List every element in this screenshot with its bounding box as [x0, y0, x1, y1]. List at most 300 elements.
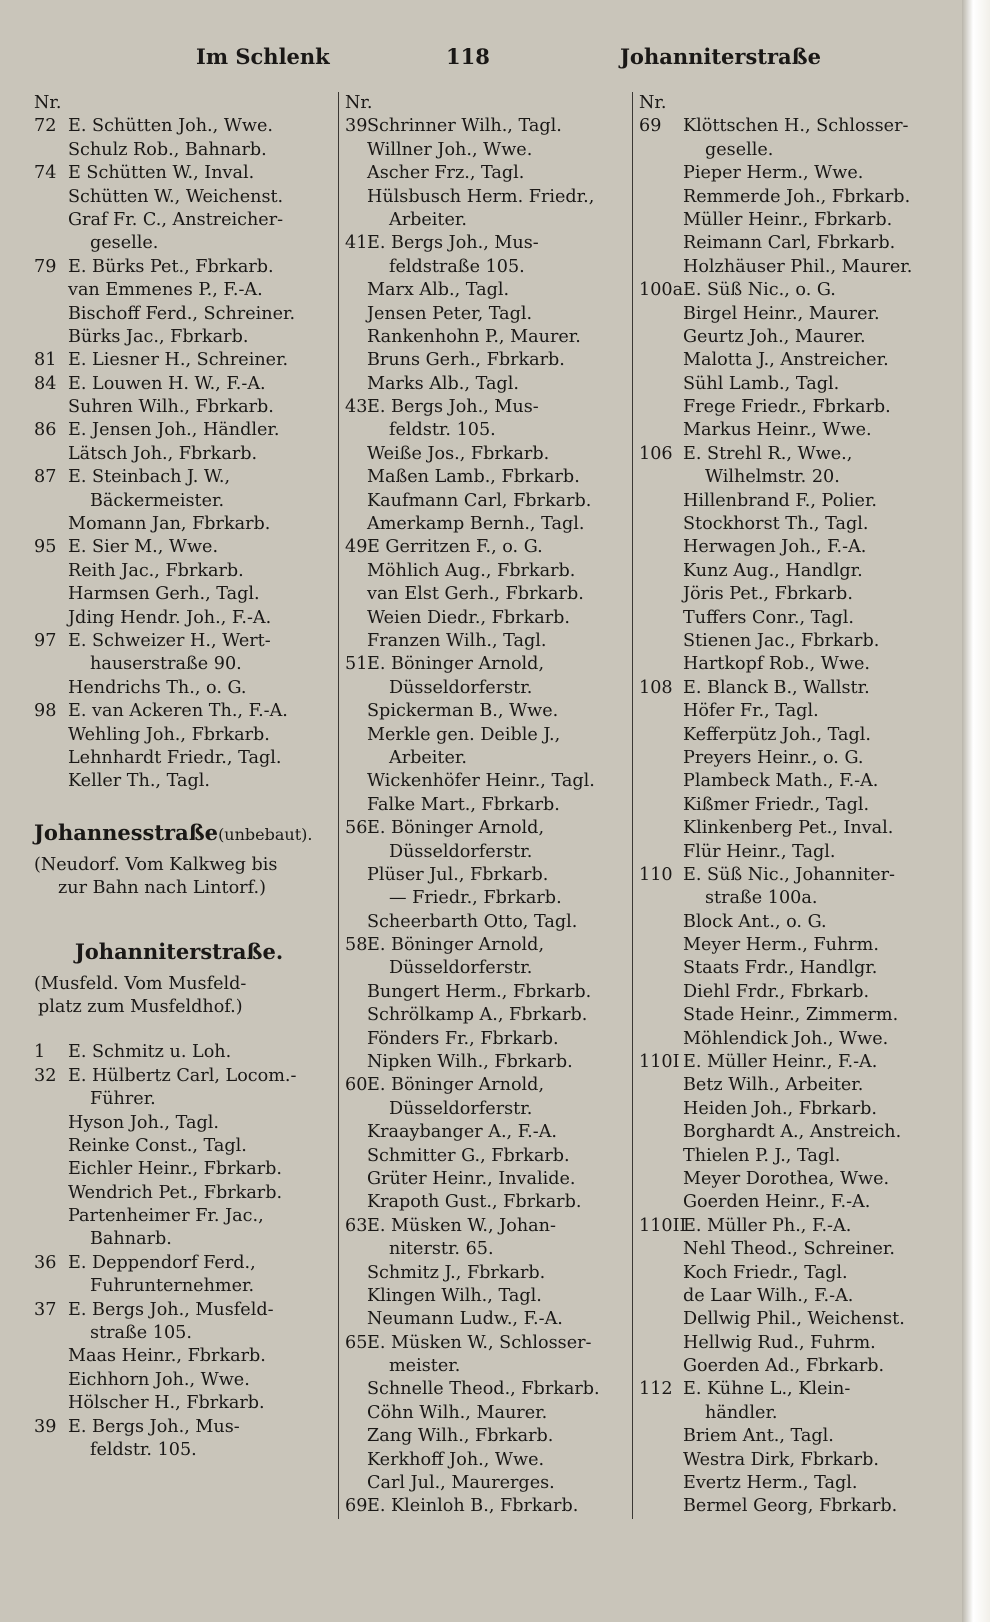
resident-text: Carl Jul., Maurerges.	[367, 1473, 555, 1494]
directory-entry	[345, 653, 629, 676]
directory-entry	[345, 1449, 629, 1472]
resident-text: Sühl Lamb., Tagl.	[683, 373, 840, 394]
resident-text: Kerkhoff Joh., Wwe.	[367, 1449, 545, 1470]
resident-text: Hülsbusch Herm. Friedr.,	[367, 186, 595, 207]
resident-text: Bungert Herm., Fbrkarb.	[367, 981, 592, 1002]
resident-text: Eichler Heinr., Fbrkarb.	[68, 1159, 282, 1180]
directory-entry	[639, 1238, 939, 1261]
page-header	[0, 44, 960, 84]
resident-text: Tuffers Conr., Tagl.	[683, 607, 854, 628]
resident-text: E. Deppendorf Ferd.,	[68, 1252, 256, 1273]
directory-entry	[639, 513, 939, 536]
resident-text: Müller Heinr., Fbrkarb.	[683, 209, 893, 230]
resident-text: Wilhelmstr. 20.	[705, 467, 840, 488]
resident-text: Klinkenberg Pet., Inval.	[683, 818, 894, 839]
resident-text: Wendrich Pet., Fbrkarb.	[68, 1182, 283, 1203]
directory-entry	[34, 209, 324, 232]
house-number: 58	[345, 935, 368, 956]
directory-entry	[639, 1074, 939, 1097]
resident-text: Diehl Frdr., Fbrkarb.	[683, 981, 870, 1002]
resident-text: E. van Ackeren Th., F.-A.	[68, 701, 288, 722]
directory-entry	[345, 1495, 629, 1518]
resident-text: Schrinner Wilh., Tagl.	[367, 116, 562, 137]
directory-entry	[345, 770, 629, 793]
resident-text: Willner Joh., Wwe.	[367, 139, 533, 160]
house-number: 63	[345, 1215, 368, 1236]
resident-text: van Emmenes P., F.-A.	[68, 280, 263, 301]
resident-text: geselle.	[90, 233, 159, 254]
resident-text: E. Jensen Joh., Händler.	[68, 420, 280, 441]
directory-entry	[345, 162, 629, 185]
page-edge	[962, 0, 990, 1622]
directory-entry	[639, 139, 939, 162]
directory-entry	[639, 700, 939, 723]
directory-entry	[345, 1074, 629, 1097]
directory-entry	[34, 1135, 324, 1158]
directory-entry	[34, 1158, 324, 1181]
resident-text: Düsseldorferstr.	[389, 958, 533, 979]
directory-entry	[639, 770, 939, 793]
resident-text: Amerkamp Bernh., Tagl.	[367, 514, 585, 535]
directory-entry	[34, 1275, 324, 1298]
house-number: 51	[345, 654, 368, 675]
resident-text: Fuhrunternehmer.	[90, 1276, 255, 1297]
directory-entry	[345, 607, 629, 630]
directory-entry	[345, 981, 629, 1004]
resident-text: de Laar Wilh., F.-A.	[683, 1285, 854, 1306]
directory-entry	[34, 677, 324, 700]
house-number: 100a	[639, 280, 684, 301]
house-number: 43	[345, 397, 368, 418]
directory-entry	[345, 724, 629, 747]
directory-entry	[639, 162, 939, 185]
directory-entry	[639, 1168, 939, 1191]
directory-entry	[639, 1308, 939, 1331]
resident-text: E. Müller Heinr., F.-A.	[683, 1052, 878, 1073]
house-number: 110	[639, 864, 673, 885]
directory-entry	[345, 887, 629, 910]
directory-entry	[34, 747, 324, 770]
resident-text: E Gerritzen F., o. G.	[367, 537, 543, 558]
directory-entry	[639, 1004, 939, 1027]
resident-text: E. Süß Nic., o. G.	[683, 280, 836, 301]
resident-text: Herwagen Joh., F.-A.	[683, 537, 867, 558]
directory-entry	[345, 583, 629, 606]
resident-text: Ascher Frz., Tagl.	[367, 163, 525, 184]
resident-text: Harmsen Gerh., Tagl.	[68, 584, 260, 605]
resident-text: Hyson Joh., Tagl.	[68, 1112, 219, 1133]
directory-entry	[639, 1355, 939, 1378]
street-heading-johannesstrasse: Johannesstraße(unbebaut).	[34, 819, 313, 845]
resident-text: Graf Fr. C., Anstreicher-	[68, 209, 284, 230]
directory-entry	[639, 1285, 939, 1308]
directory-entry	[345, 1262, 629, 1285]
directory-entry	[639, 349, 939, 372]
resident-text: Wickenhöfer Heinr., Tagl.	[367, 771, 595, 792]
directory-entry	[34, 513, 324, 536]
resident-text: Stade Heinr., Zimmerm.	[683, 1005, 899, 1026]
resident-text: Hellwig Rud., Fuhrm.	[683, 1332, 876, 1353]
directory-entry	[639, 209, 939, 232]
directory-entry	[639, 747, 939, 770]
directory-entry	[34, 443, 324, 466]
resident-text: Arbeiter.	[389, 747, 467, 768]
directory-entry	[345, 700, 629, 723]
directory-entry	[345, 841, 629, 864]
resident-text: Meyer Herm., Fuhrm.	[683, 935, 879, 956]
directory-entry	[345, 326, 629, 349]
resident-text: Grüter Heinr., Invalide.	[367, 1168, 576, 1189]
resident-text: Thielen P. J., Tagl.	[683, 1145, 841, 1166]
resident-text: Malotta J., Anstreicher.	[683, 350, 889, 371]
resident-text: Frege Friedr., Fbrkarb.	[683, 397, 891, 418]
resident-text: Briem Ant., Tagl.	[683, 1426, 834, 1447]
resident-text: E. Kühne L., Klein-	[683, 1379, 851, 1400]
resident-text: Kefferpütz Joh., Tagl.	[683, 724, 872, 745]
resident-text: Falke Mart., Fbrkarb.	[367, 794, 560, 815]
directory-entry	[639, 1145, 939, 1168]
resident-text: E. Strehl R., Wwe.,	[683, 443, 853, 464]
resident-text: Führer.	[90, 1089, 156, 1110]
resident-text: Geurtz Joh., Maurer.	[683, 326, 866, 347]
directory-entry	[639, 677, 939, 700]
resident-text: Reinke Const., Tagl.	[68, 1135, 247, 1156]
directory-entry	[345, 630, 629, 653]
resident-text: Möhlendick Joh., Wwe.	[683, 1028, 889, 1049]
directory-entry	[639, 887, 939, 910]
directory-entry	[34, 490, 324, 513]
directory-entry	[639, 443, 939, 466]
directory-entry	[34, 419, 324, 442]
directory-entry	[639, 957, 939, 980]
resident-text: Düsseldorferstr.	[389, 841, 533, 862]
directory-entry	[345, 747, 629, 770]
directory-entry	[345, 1028, 629, 1051]
directory-entry	[639, 232, 939, 255]
directory-entry	[34, 139, 324, 162]
resident-text: Hartkopf Rob., Wwe.	[683, 654, 870, 675]
directory-entry	[34, 560, 324, 583]
directory-entry	[34, 1439, 324, 1462]
directory-entry	[345, 864, 629, 887]
resident-text: Spickerman B., Wwe.	[367, 701, 559, 722]
house-number: 79	[34, 256, 57, 277]
resident-text: Scheerbarth Otto, Tagl.	[367, 911, 578, 932]
entries-list	[345, 115, 629, 1518]
house-number: 56	[345, 818, 368, 839]
directory-entry	[345, 1238, 629, 1261]
directory-entry	[345, 1472, 629, 1495]
resident-text: Jding Hendr. Joh., F.-A.	[68, 607, 272, 628]
resident-text: E. Bergs Joh., Mus-	[367, 233, 539, 254]
directory-entry	[639, 536, 939, 559]
resident-text: feldstr. 105.	[90, 1439, 197, 1460]
entries-list	[639, 115, 939, 1518]
directory-entry	[639, 490, 939, 513]
resident-text: E. Sier M., Wwe.	[68, 537, 219, 558]
directory-entry	[639, 1215, 939, 1238]
directory-entry	[34, 1299, 324, 1322]
house-number: 39	[345, 116, 368, 137]
resident-text: Eichhorn Joh., Wwe.	[68, 1369, 250, 1390]
directory-entry	[639, 303, 939, 326]
resident-text: Neumann Ludw., F.-A.	[367, 1309, 563, 1330]
directory-entry	[345, 490, 629, 513]
directory-entry	[34, 349, 324, 372]
resident-text: — Friedr., Fbrkarb.	[389, 888, 562, 909]
directory-entry	[34, 1369, 324, 1392]
resident-text: händler.	[705, 1402, 778, 1423]
directory-entry	[639, 1191, 939, 1214]
directory-entry	[345, 1378, 629, 1401]
house-number: 106	[639, 443, 673, 464]
resident-text: Koch Friedr., Tagl.	[683, 1262, 848, 1283]
directory-entry	[34, 1392, 324, 1415]
resident-text: straße 100a.	[705, 888, 818, 909]
directory-entry	[639, 1332, 939, 1355]
resident-text: Schmitter G., Fbrkarb.	[367, 1145, 570, 1166]
house-number: 97	[34, 630, 57, 651]
directory-entry	[345, 1332, 629, 1355]
directory-entry	[34, 1345, 324, 1368]
resident-text: E. Müsken W., Schlosser-	[367, 1332, 592, 1353]
house-number: 69	[639, 116, 662, 137]
directory-entry	[34, 1416, 324, 1439]
directory-entry	[639, 1028, 939, 1051]
nr-label: Nr.	[639, 93, 667, 113]
house-number: 72	[34, 116, 57, 137]
resident-text: Nipken Wilh., Fbrkarb.	[367, 1052, 573, 1073]
resident-text: Westra Dirk, Fbrkarb.	[683, 1449, 879, 1470]
resident-text: Schütten W., Weichenst.	[68, 186, 284, 207]
resident-text: Hölscher H., Fbrkarb.	[68, 1393, 265, 1414]
directory-entry	[34, 162, 324, 185]
resident-text: Goerden Heinr., F.-A.	[683, 1192, 871, 1213]
column-3	[632, 92, 939, 1519]
resident-text: Klingen Wilh., Tagl.	[367, 1285, 542, 1306]
resident-text: E Schütten W., Inval.	[68, 163, 255, 184]
resident-text: Jöris Pet., Fbrkarb.	[683, 584, 853, 605]
entries-list	[34, 115, 324, 793]
house-number: 84	[34, 373, 57, 394]
directory-entry	[639, 1495, 939, 1518]
directory-entry	[34, 630, 324, 653]
column-2	[338, 92, 629, 1519]
resident-text: Partenheimer Fr. Jac.,	[68, 1206, 264, 1227]
house-number: 41	[345, 233, 368, 254]
directory-entry	[345, 1191, 629, 1214]
resident-text: straße 105.	[90, 1323, 192, 1344]
page-number: 118	[446, 44, 490, 69]
resident-text: Lätsch Joh., Fbrkarb.	[68, 443, 258, 464]
resident-text: Evertz Herm., Tagl.	[683, 1473, 858, 1494]
house-number: 1	[34, 1042, 46, 1063]
resident-text: Schnelle Theod., Fbrkarb.	[367, 1379, 600, 1400]
directory-entry	[639, 373, 939, 396]
directory-entry	[345, 373, 629, 396]
directory-entry	[345, 1098, 629, 1121]
resident-text: E. Süß Nic., Johanniter-	[683, 864, 896, 885]
directory-entry	[34, 1088, 324, 1111]
house-number: 65	[345, 1332, 368, 1353]
directory-entry	[34, 770, 324, 793]
house-number: 32	[34, 1065, 57, 1086]
directory-entry	[345, 232, 629, 255]
directory-entry	[345, 677, 629, 700]
directory-entry	[345, 1121, 629, 1144]
house-number: 95	[34, 537, 57, 558]
resident-text: Kißmer Friedr., Tagl.	[683, 794, 870, 815]
directory-entry	[345, 817, 629, 840]
house-number: 86	[34, 420, 57, 441]
resident-text: niterstr. 65.	[389, 1239, 494, 1260]
resident-text: Pieper Herm., Wwe.	[683, 163, 864, 184]
resident-text: Marks Alb., Tagl.	[367, 373, 519, 394]
resident-text: E. Böninger Arnold,	[367, 1075, 545, 1096]
resident-text: Reith Jac., Fbrkarb.	[68, 560, 244, 581]
resident-text: Bürks Jac., Fbrkarb.	[68, 326, 249, 347]
directory-entry	[345, 536, 629, 559]
directory-entry	[639, 186, 939, 209]
directory-entry	[345, 349, 629, 372]
resident-text: Kraaybanger A., F.-A.	[367, 1122, 558, 1143]
resident-text: Krapoth Gust., Fbrkarb.	[367, 1192, 582, 1213]
directory-entry	[639, 1402, 939, 1425]
directory-entry	[345, 186, 629, 209]
resident-text: Remmerde Joh., Fbrkarb.	[683, 186, 911, 207]
directory-entry	[345, 1425, 629, 1448]
resident-text: Schrölkamp A., Fbrkarb.	[367, 1005, 588, 1026]
directory-entry	[345, 1051, 629, 1074]
resident-text: Plambeck Math., F.-A.	[683, 771, 879, 792]
resident-text: E. Kleinloh B., Fbrkarb.	[367, 1496, 579, 1517]
directory-entry	[639, 1051, 939, 1074]
directory-entry	[345, 934, 629, 957]
resident-text: E. Steinbach J. W.,	[68, 467, 231, 488]
nr-label: Nr.	[34, 93, 62, 113]
resident-text: Möhlich Aug., Fbrkarb.	[367, 560, 576, 581]
directory-entry	[345, 139, 629, 162]
resident-text: E. Müller Ph., F.-A.	[683, 1215, 852, 1236]
resident-text: Flür Heinr., Tagl.	[683, 841, 836, 862]
house-number: 98	[34, 701, 57, 722]
resident-text: Maas Heinr., Fbrkarb.	[68, 1346, 266, 1367]
resident-text: Rankenhohn P., Maurer.	[367, 326, 581, 347]
directory-entry	[639, 1098, 939, 1121]
house-number: 69	[345, 1496, 368, 1517]
house-number: 39	[34, 1416, 57, 1437]
resident-text: Hendrichs Th., o. G.	[68, 677, 247, 698]
house-number: 112	[639, 1379, 673, 1400]
directory-entry	[34, 724, 324, 747]
resident-text: E. Liesner H., Schreiner.	[68, 350, 289, 371]
directory-entry	[639, 911, 939, 934]
resident-text: Meyer Dorothea, Wwe.	[683, 1168, 890, 1189]
house-number: 74	[34, 163, 57, 184]
directory-entry	[639, 1425, 939, 1448]
resident-text: E. Müsken W., Johan-	[367, 1215, 556, 1236]
resident-text: meister.	[389, 1356, 461, 1377]
resident-text: Preyers Heinr., o. G.	[683, 747, 864, 768]
house-number: 36	[34, 1252, 57, 1273]
directory-entry	[34, 279, 324, 302]
house-number: 60	[345, 1075, 368, 1096]
directory-entry	[34, 115, 324, 138]
directory-entry	[639, 630, 939, 653]
directory-entry	[345, 1215, 629, 1238]
resident-text: Schmitz J., Fbrkarb.	[367, 1262, 546, 1283]
directory-entry	[639, 981, 939, 1004]
resident-text: Wehling Joh., Fbrkarb.	[68, 724, 270, 745]
resident-text: geselle.	[705, 139, 774, 160]
directory-entry	[345, 1402, 629, 1425]
directory-entry	[639, 1262, 939, 1285]
resident-text: E. Böninger Arnold,	[367, 818, 545, 839]
directory-entry	[639, 1121, 939, 1144]
directory-entry	[345, 279, 629, 302]
resident-text: Plüser Jul., Fbrkarb.	[367, 864, 549, 885]
directory-entry	[34, 303, 324, 326]
resident-text: Maßen Lamb., Fbrkarb.	[367, 467, 580, 488]
resident-text: Markus Heinr., Wwe.	[683, 420, 872, 441]
directory-entry	[639, 934, 939, 957]
directory-entry	[34, 232, 324, 255]
house-number: 110I	[639, 1052, 680, 1073]
directory-entry	[639, 279, 939, 302]
nr-label: Nr.	[345, 93, 373, 113]
resident-text: Borghardt A., Anstreich.	[683, 1122, 902, 1143]
directory-entry	[345, 115, 629, 138]
resident-text: Bermel Georg, Fbrkarb.	[683, 1496, 898, 1517]
resident-text: E. Schmitz u. Loh.	[68, 1042, 232, 1063]
directory-entry	[639, 396, 939, 419]
resident-text: Cöhn Wilh., Maurer.	[367, 1402, 548, 1423]
resident-text: Lehnhardt Friedr., Tagl.	[68, 747, 282, 768]
directory-entry	[34, 1112, 324, 1135]
resident-text: E. Louwen H. W., F.-A.	[68, 373, 266, 394]
directory-entry	[34, 186, 324, 209]
resident-text: van Elst Gerh., Fbrkarb.	[367, 584, 584, 605]
street-description: platz zum Musfeldhof.)	[38, 996, 243, 1017]
resident-text: Weiße Jos., Fbrkarb.	[367, 443, 550, 464]
directory-entry	[345, 466, 629, 489]
directory-entry	[34, 373, 324, 396]
resident-text: Holzhäuser Phil., Maurer.	[683, 256, 913, 277]
resident-text: Kunz Aug., Handlgr.	[683, 560, 863, 581]
directory-entry	[34, 1322, 324, 1345]
resident-text: Klöttschen H., Schlosser-	[683, 116, 909, 137]
directory-entry	[345, 396, 629, 419]
directory-entry	[34, 653, 324, 676]
resident-text: Merkle gen. Deible J.,	[367, 724, 561, 745]
resident-text: E. Böninger Arnold,	[367, 654, 545, 675]
directory-entry	[345, 513, 629, 536]
header-right: Johanniterstraße	[620, 44, 821, 69]
resident-text: Keller Th., Tagl.	[68, 771, 210, 792]
resident-text: Höfer Fr., Tagl.	[683, 701, 819, 722]
directory-entry	[34, 1041, 324, 1064]
header-left: Im Schlenk	[196, 44, 330, 69]
resident-text: E. Hülbertz Carl, Locom.-	[68, 1065, 297, 1086]
directory-entry	[345, 209, 629, 232]
directory-entry	[639, 607, 939, 630]
directory-entry	[345, 303, 629, 326]
street-description: (Neudorf. Vom Kalkweg bis	[34, 854, 278, 875]
directory-entry	[345, 1168, 629, 1191]
resident-text: Bäckermeister.	[90, 490, 225, 511]
directory-entry	[639, 1472, 939, 1495]
house-number: 37	[34, 1299, 57, 1320]
